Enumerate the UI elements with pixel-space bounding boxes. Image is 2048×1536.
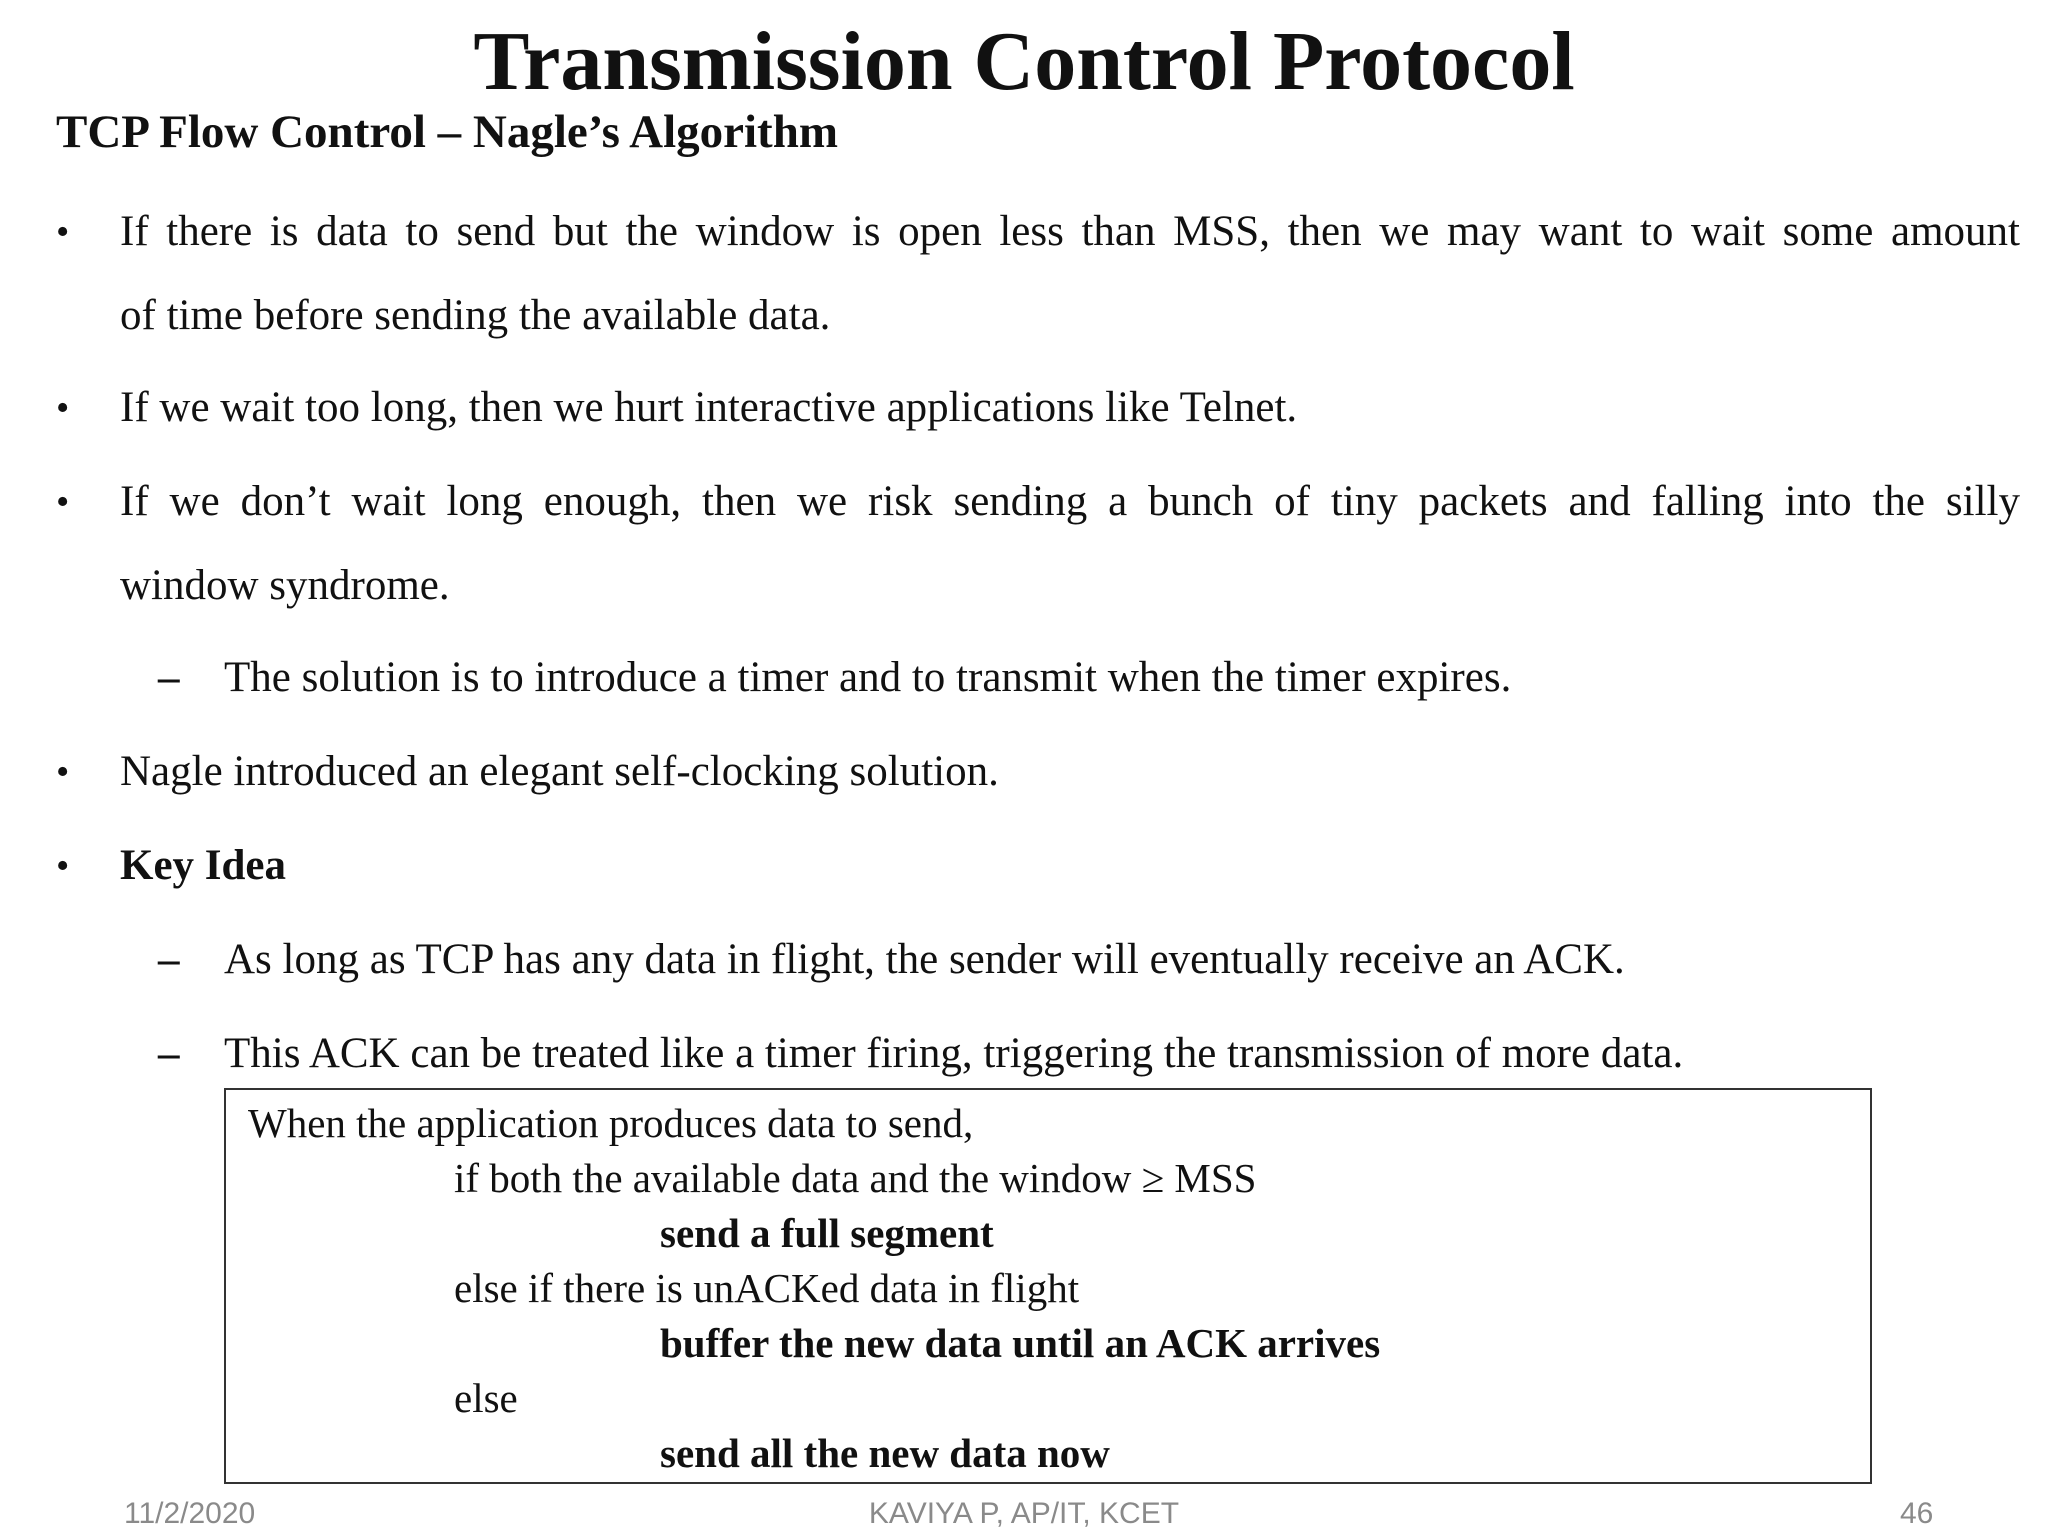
bullet-3-subpoint-1	[158, 636, 2014, 720]
dash-marker: –	[158, 654, 180, 701]
bullet-5-subpoint-2	[158, 1012, 2014, 1096]
algorithm-line-4: else if there is unACKed data in flight	[454, 1265, 1080, 1311]
bullet-1-line-1: If there is data to send but the window is open less than MSS, then we may want to wait some amount	[120, 208, 2020, 255]
bullet-marker: •	[56, 387, 70, 429]
bullet-1	[56, 190, 2020, 358]
algorithm-line-7: send all the new data now	[660, 1430, 1110, 1476]
bullet-marker: •	[56, 751, 70, 793]
bullet-5-subpoint-2-text: This ACK can be treated like a timer firing, triggering the transmission of more data.	[224, 1030, 1684, 1077]
bullet-3-subpoint-1-text: The solution is to introduce a timer and to transmit when the timer expires.	[224, 654, 1512, 701]
algorithm-line-6: else	[454, 1375, 518, 1421]
footer-date: 11/2/2020	[124, 1497, 256, 1530]
bullet-5	[56, 824, 2020, 908]
algorithm-line-3: send a full segment	[660, 1210, 994, 1256]
bullet-marker: •	[56, 481, 70, 523]
dash-marker: –	[158, 1030, 180, 1077]
bullet-3	[56, 460, 2020, 628]
footer-page-number: 46	[1900, 1497, 1934, 1530]
bullet-2-line-1: If we wait too long, then we hurt interactive applications like Telnet.	[120, 384, 1298, 431]
bullet-5-line-1: Key Idea	[120, 842, 287, 889]
dash-marker: –	[158, 936, 180, 983]
bullet-1-line-2: of time before sending the available data.	[120, 292, 831, 339]
bullet-3-line-2: window syndrome.	[120, 562, 450, 609]
algorithm-line-5: buffer the new data until an ACK arrives	[660, 1320, 1381, 1366]
bullet-4-line-1: Nagle introduced an elegant self-clocking solution.	[120, 748, 999, 795]
bullet-marker: •	[56, 211, 70, 253]
bullet-2	[56, 366, 2020, 450]
bullet-3-line-1: If we don’t wait long enough, then we risk sending a bunch of tiny packets and falling into the silly	[120, 478, 2020, 525]
slide-title: Transmission Control Protocol	[473, 15, 1575, 108]
bullet-5-subpoint-1	[158, 918, 2014, 1002]
algorithm-box	[224, 1088, 1872, 1484]
slide-subtitle: TCP Flow Control – Nagle’s Algorithm	[56, 106, 838, 158]
algorithm-line-1: When the application produces data to send,	[248, 1100, 974, 1146]
footer-author: KAVIYA P, AP/IT, KCET	[868, 1497, 1180, 1530]
bullet-4	[56, 730, 2020, 814]
bullet-marker: •	[56, 845, 70, 887]
bullet-5-subpoint-1-text: As long as TCP has any data in flight, the sender will eventually receive an ACK.	[224, 936, 1625, 983]
algorithm-line-2: if both the available data and the window ≥ MSS	[454, 1155, 1257, 1201]
